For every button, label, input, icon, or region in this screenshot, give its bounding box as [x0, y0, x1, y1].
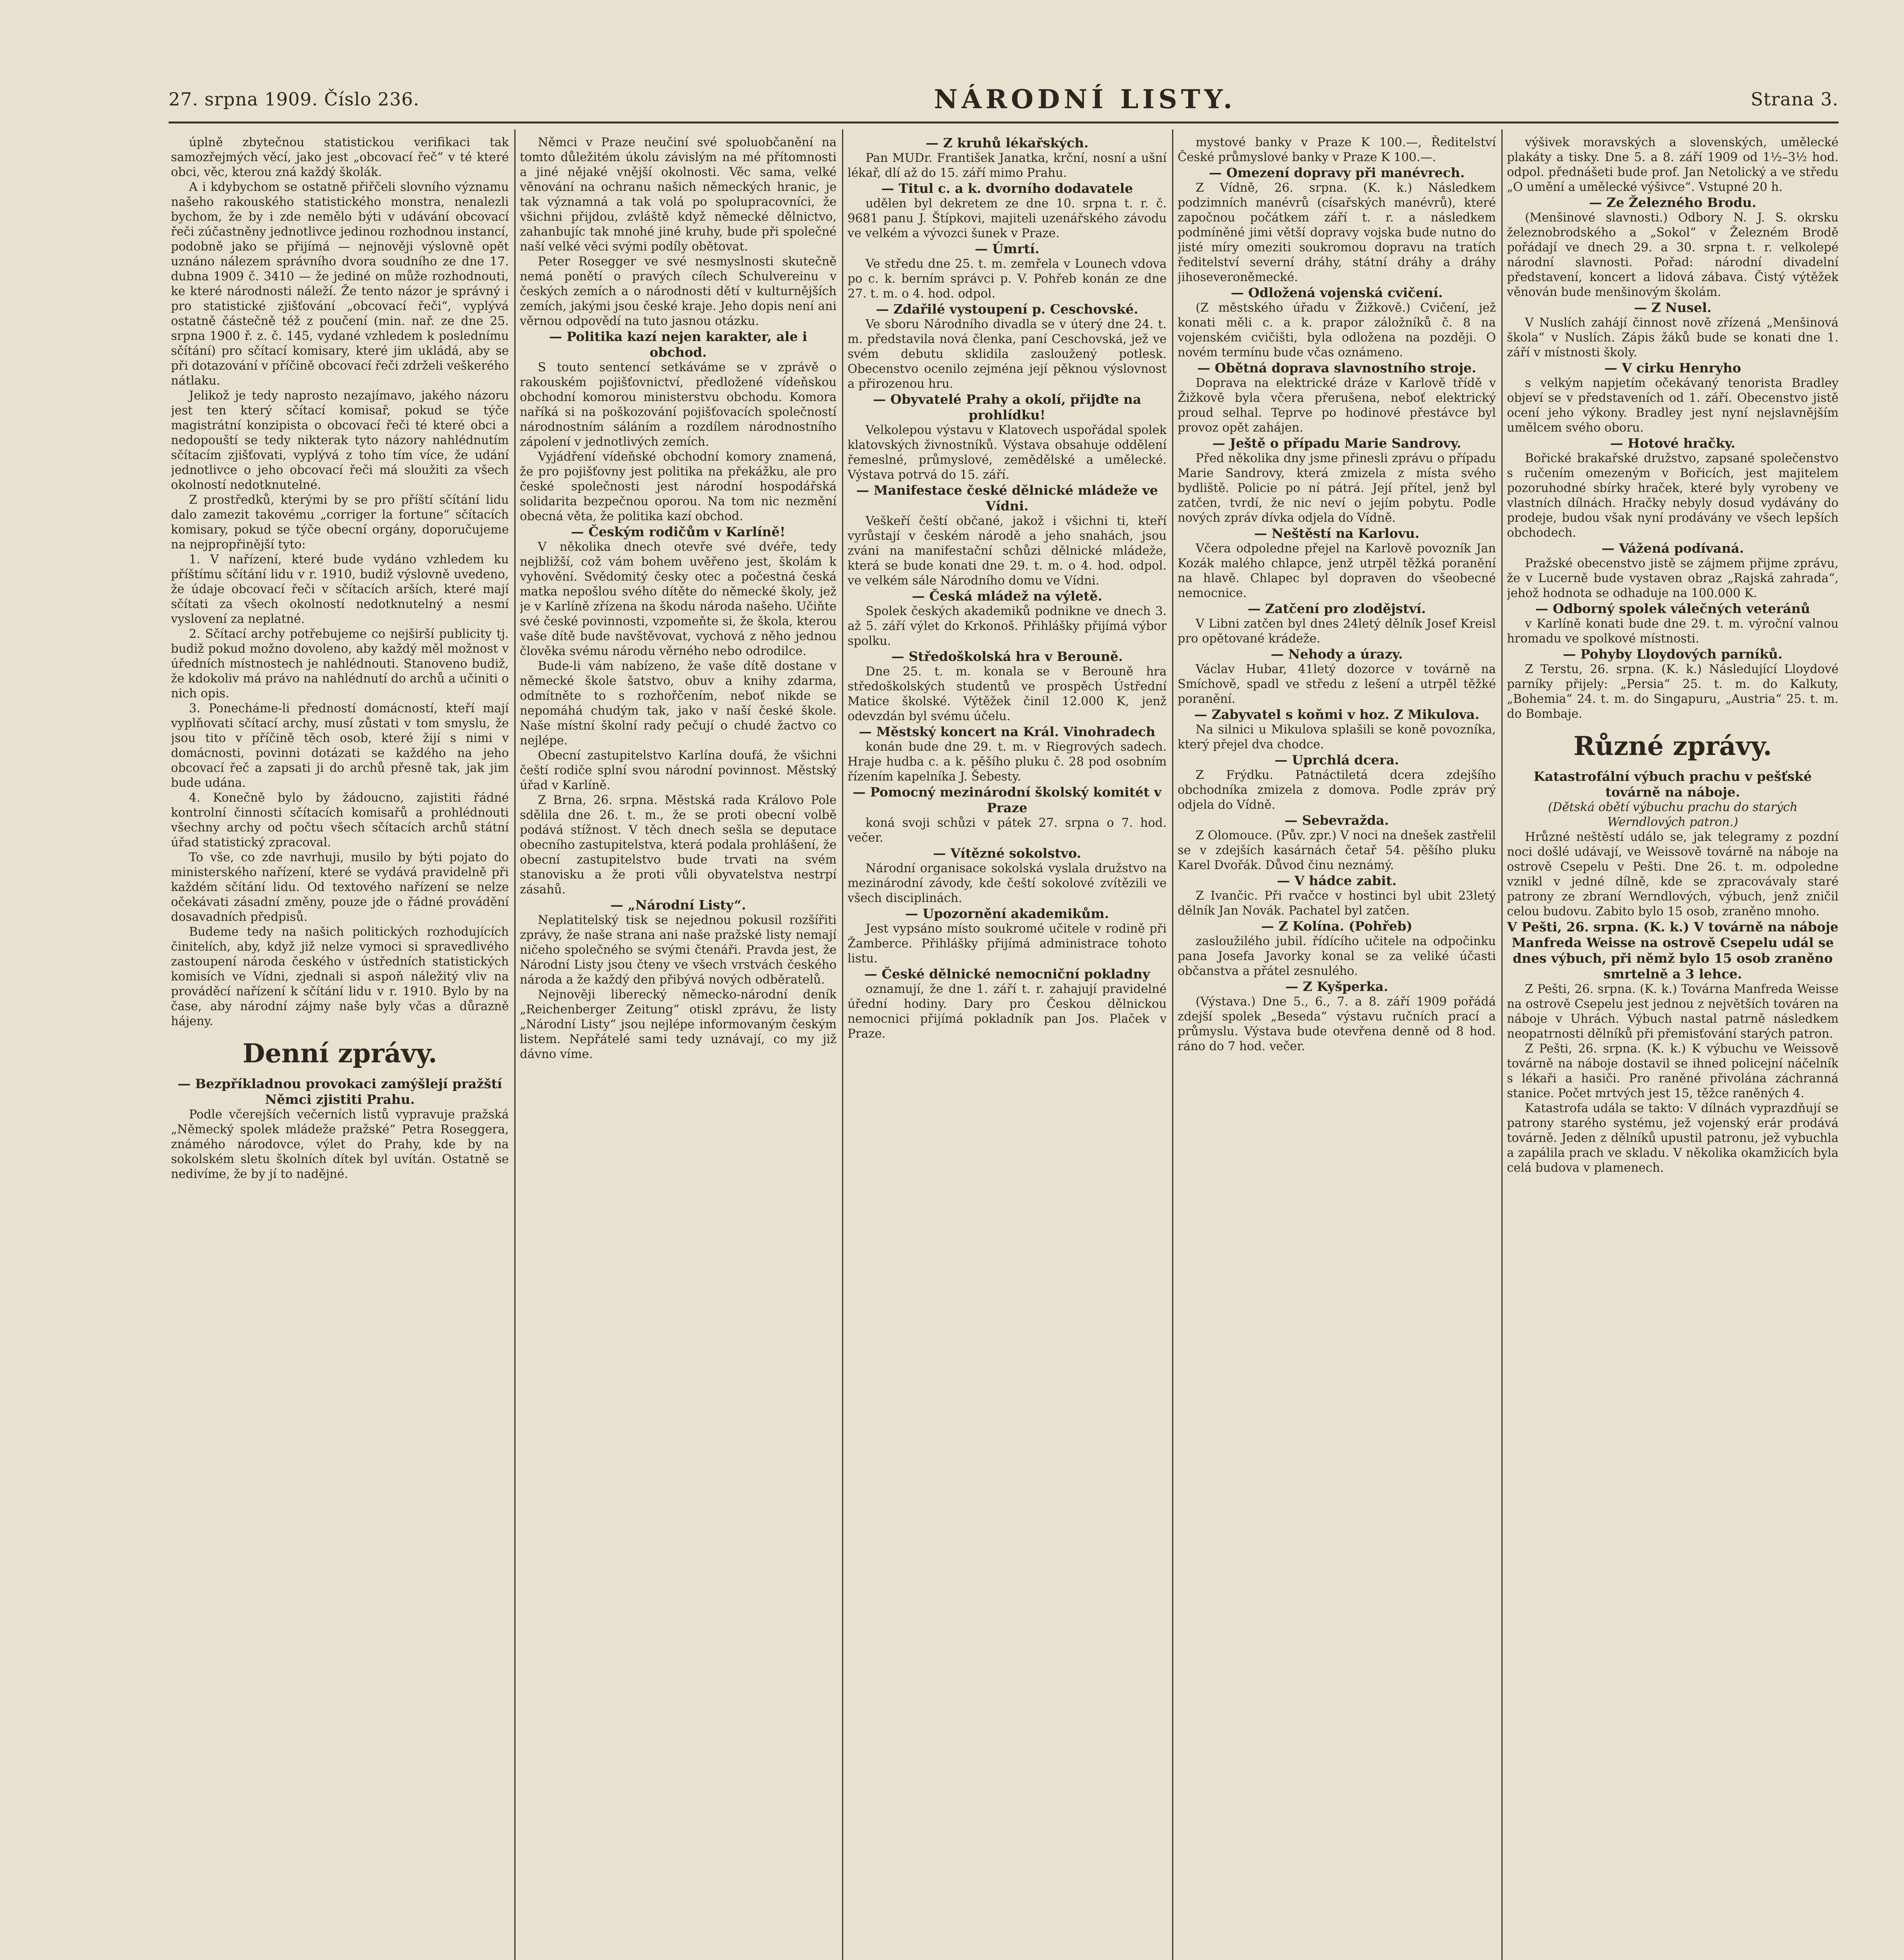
- article-paragraph: Včera odpoledne přejel na Karlově povozník Jan Kozák malého chlapce, jenž utrpěl těžká poranění na hlavě. Chlapec byl dopraven do všeobecné nemocnice.: [1178, 542, 1496, 600]
- article-paragraph: Doprava na elektrické dráze v Karlově třídě v Žižkově byla včera přerušena, neboť elektrický proud selhal. Teprve po hodinové přestávce byl provoz opět zahájen.: [1178, 376, 1496, 435]
- news-headline: — Odborný spolek válečných veteránů: [1535, 601, 1810, 616]
- news-headline: Katastrofální výbuch prachu v pešťské továrně na náboje.: [1534, 769, 1812, 800]
- article-paragraph: Z Frýdku. Patnáctiletá dcera zdejšího obchodníka zmizela z domova. Podle zpráv prý odjela do Vídně.: [1178, 768, 1496, 812]
- article-paragraph: (Výstava.) Dne 5., 6., 7. a 8. září 1909 pořádá zdejší spolek „Beseda“ výstavu ručních prací a průmyslu. Výstava bude otevřena denně od 8 hod. ráno do 7 hod. večer.: [1178, 995, 1496, 1053]
- article-paragraph: Bořické brakařské družstvo, zapsané společenstvo s ručením omezeným v Bořicích, jest majitelem pozoruhodné sbírky hraček, které byly vyrobeny ve vlastních dílnách. Hračky nebyly dosud vydávány do prodeje, budou však nyní prodávány ve všech lepších obchodech.: [1507, 452, 1839, 540]
- article-paragraph: Z Pešti, 26. srpna. (K. k.) K výbuchu ve Weissově továrně na náboje dostavil se ihned policejní náčelník s lékaři a hasiči. Pro raněné přivolána záchranná stanice. Počet mrtvých jest 15, těžce raněných 4.: [1507, 1042, 1839, 1100]
- news-headline: — „Národní Listy“.: [610, 897, 746, 913]
- news-headline: — Titul c. a k. dvorního dodavatele: [881, 181, 1133, 196]
- column-1: [171, 135, 509, 1960]
- column-divider: [1172, 129, 1173, 1960]
- news-headline: V Pešti, 26. srpna. (K. k.) V továrně na náboje Manfreda Weisse na ostrově Csepelu udál se dnes výbuch, při němž bylo 15 osob zraněno smrtelně a 3 lehce.: [1507, 919, 1839, 982]
- article-paragraph: Jelikož je tedy naprosto nezajímavo, jakého názoru jest ten který sčítací komisař, pokud se týče magistrátní konzipista o obcovací řeči té které obci a nedopouští se tedy nikterak tyto názory nahlédnutím sčítacím zjišťovati, vyplývá z toho tím více, že udání jednotlivce o jeho obcovací řeči má sloužiti za všech okolností nedotknutelné.: [171, 389, 509, 492]
- news-headline: — Upozornění akademikům.: [905, 906, 1109, 921]
- article-paragraph: Bude-li vám nabízeno, že vaše dítě dostane v německé škole šatstvo, obuv a knihy zdarma, odmítněte to s rozhořčením, neboť nikde se nepomáhá chudým tak, jako v naší české škole. Naše místní školní rady pečují o chudé žactvo co nejlépe.: [520, 659, 837, 748]
- article-paragraph: Podle včerejších večerních listů vypravuje pražská „Německý spolek mládeže pražské“ Petra Roseggera, známého národovce, výlet do Prahy, kde by na sokolském sletu školních dítek byl uvítán. Ostatně se nedivíme, že by jí to nadějné.: [171, 1108, 509, 1181]
- article-paragraph: výšivek moravských a slovenských, umělecké plakáty a tisky. Dne 5. a 8. září 1909 od 1½–3½ hod. odpol. přednášeti bude prof. Jan Netolický a ve středu „O umění a umělecké výšivce“. Vstupné 20 h.: [1507, 136, 1839, 194]
- article-paragraph: Ve středu dne 25. t. m. zemřela v Lounech vdova po c. k. berním správci p. V. Pohřeb konán ze dne 27. t. m. o 4. hod. odpol.: [848, 257, 1167, 301]
- article-paragraph: Na silnici u Mikulova splašili se koně povozníka, který přejel dva chodce.: [1178, 723, 1496, 751]
- article-paragraph: Nejnověji liberecký německo-národní deník „Reichenberger Zeitung“ otiskl zprávu, že listy „Národní Listy“ jsou nejlépe informovaným českým listem. Nepřátelé sami tedy uznávají, co my již dávno víme.: [520, 988, 837, 1061]
- article-paragraph: v Karlíně konati bude dne 29. t. m. výroční valnou hromadu ve spolkové místnosti.: [1507, 617, 1839, 646]
- article-paragraph: s velkým napjetím očekávaný tenorista Bradley objeví se v představeních od 1. září. Obecenstvo jistě ocení jeho výkony. Bradley jest nyní nejslavnějším umělcem svého oboru.: [1507, 376, 1839, 435]
- section-title: Denní zprávy.: [242, 1038, 437, 1069]
- news-headline: — Politika kazí nejen karakter, ale i obchod.: [549, 329, 808, 360]
- article-paragraph: Z Olomouce. (Pův. zpr.) V noci na dnešek zastřelil se v zdejších kasárnách četař 54. pěšího pluku Karel Dvořák. Důvod činu neznámý.: [1178, 829, 1496, 872]
- article-paragraph: S touto sentencí setkáváme se v zprávě o rakouském pojišťovnictví, předložené vídeňskou obchodní komorou ministerstvu obchodu. Komora naříká si na poškozování pojišťovacích společností národnostním sáláním a rozdílem národnostního zápolení v jednotlivých zemích.: [520, 361, 837, 449]
- article-paragraph: Z Brna, 26. srpna. Městská rada Královo Pole sdělila dne 26. t. m., že se proti obecní volbě podává stížnost. V těch dnech sešla se deputace obecního zastupitelstva, která podala prohlášení, že obecní zastupitelstvo bude trvati na svém stanovisku a že proti vůli obyvatelstva nestrpí zásahů.: [520, 793, 837, 897]
- news-headline: — Českým rodičům v Karlíně!: [571, 524, 786, 539]
- news-headline: — Úmrtí.: [975, 241, 1040, 256]
- column-3: [848, 135, 1167, 1960]
- article-paragraph: 3. Ponecháme-li předností domácností, kteří mají vyplňovati sčítací archy, musí zůstati v tom smyslu, že jsou tito v příčině těch osob, které žijí s nimi v domácnosti, povinni dotázati se každého na jeho obcovací řeč a zapsati ji do archů přesně tak, jak jim bude udána.: [171, 702, 509, 790]
- news-headline: — Z kruhů lékařských.: [926, 135, 1089, 151]
- news-subheadline: (Dětská obětí výbuchu prachu do starých Werndlových patron.): [1548, 800, 1798, 829]
- issue-date: 27. srpna 1909. Číslo 236.: [169, 88, 419, 110]
- news-headline: — Manifestace české dělnické mládeže ve Vídni.: [856, 483, 1158, 514]
- news-headline: — Nehody a úrazy.: [1271, 646, 1403, 662]
- news-headline: — Hotové hračky.: [1610, 436, 1735, 451]
- news-headline: — Uprchlá dcera.: [1274, 752, 1399, 768]
- article-paragraph: oznamují, že dne 1. září t. r. zahajují pravidelné úřední hodiny. Dary pro Českou dělnickou nemocnici přijímá pokladník pan Jos. Plaček v Praze.: [848, 982, 1167, 1041]
- article-paragraph: Z Ivančic. Při rvačce v hostinci byl ubit 23letý dělník Jan Novák. Pachatel byl zatčen.: [1178, 889, 1496, 918]
- column-divider: [842, 129, 843, 1960]
- news-headline: — Česká mládež na výletě.: [912, 588, 1102, 604]
- article-paragraph: Vyjádření vídeňské obchodní komory znamená, že pro pojišťovny jest politika na překážku, ale pro české společnosti jest národní hospodářská solidarita bezpečnou oporou. Na tom nic nezmění obecná věta, že politika kazí obchod.: [520, 450, 837, 523]
- article-paragraph: Peter Rosegger ve své nesmyslnosti skutečně nemá ponětí o pravých cílech Schulvereinu v českých zemích a o národnosti dětí v kulturnějších zemích, jakými jsou české kraje. Jeho dopis není ani věrnou odpovědí na tuto jasnou otázku.: [520, 255, 837, 328]
- article-paragraph: konán bude dne 29. t. m. v Riegrových sadech. Hraje hudba c. a k. pěšího pluku č. 28 pod osobním řízením kapelníka J. Šebesty.: [848, 740, 1167, 784]
- news-headline: — Z Kolína. (Pohřeb): [1261, 918, 1413, 934]
- article-paragraph: V Nuslích zahájí činnost nově zřízená „Menšinová škola“ v Nuslích. Zápis žáků bude se konati dne 1. září v místnosti školy.: [1507, 316, 1839, 359]
- article-paragraph: Pražské obecenstvo jistě se zájmem přijme zprávu, že v Lucerně bude vystaven obraz „Rajská zahrada“, jehož hodnota se odhaduje na 100.000 K.: [1507, 557, 1839, 600]
- article-paragraph: (Menšinové slavnosti.) Odbory N. J. S. okrsku železnobrodského a „Sokol“ v Železném Brodě pořádají ve dnech 29. a 30. srpna t. r. velkolepé národní slavnosti. Pořad: národní divadelní představení, koncert a lidová zábava. Čistý výtěžek věnován bude menšinovým školám.: [1507, 211, 1839, 299]
- section-title: Různé zprávy.: [1573, 731, 1772, 761]
- news-headline: — Zatčení pro zlodějství.: [1247, 601, 1426, 616]
- news-headline: — Vítězné sokolstvo.: [933, 846, 1081, 861]
- article-paragraph: udělen byl dekretem ze dne 10. srpna t. r. č. 9681 panu J. Štípkovi, majiteli uzenářského závodu ve velkém a vývozci šunek v Praze.: [848, 197, 1167, 240]
- news-headline: — České dělnické nemocniční pokladny: [864, 966, 1150, 982]
- article-paragraph: Dne 25. t. m. konala se v Berouně hra středoškolských studentů ve prospěch Ústřední Matice školské. Výtěžek činil 12.000 K, jenž odevzdán byl svému účelu.: [848, 665, 1167, 723]
- news-headline: — Odložená vojenská cvičení.: [1231, 285, 1443, 300]
- article-paragraph: 4. Konečně bylo by žádoucno, zajistiti řádné kontrolní činnosti sčítacích komisařů a prohlédnouti všechny archy od počtu všech sčítacích archů státní úřad statistický zpracoval.: [171, 791, 509, 849]
- article-paragraph: 1. V nařízení, které bude vydáno vzhledem ku příštímu sčítání lidu v r. 1910, budiž výslovně uvedeno, že údaje obcovací řeči v sčítacích arších, které mají sčítati za všech okolností nedotknutelný a nesmí vyslovení za neplatné.: [171, 553, 509, 626]
- news-headline: — Pomocný mezinárodní školský komitét v Praze: [853, 784, 1162, 815]
- news-headline: — Obyvatelé Prahy a okolí, přijďte na prohlídku!: [873, 392, 1142, 423]
- news-headline: — Městský koncert na Král. Vinohradech: [859, 724, 1156, 739]
- article-paragraph: Z Pešti, 26. srpna. (K. k.) Továrna Manfreda Weisse na ostrově Csepelu jest jednou z největších továren na náboje v Uhrách. Výbuch nastal patrně následkem neopatrnosti dělníků při přemisťování starých patron.: [1507, 982, 1839, 1041]
- article-paragraph: Václav Hubar, 41letý dozorce v továrně na Smíchově, spadl ve středu z lešení a utrpěl těžké poranění.: [1178, 662, 1496, 706]
- article-paragraph: zasloužilého jubil. řídícího učitele na odpočinku pana Josefa Javorky konal se za veliké účasti občanstva a přátel zesnulého.: [1178, 935, 1496, 978]
- article-paragraph: Obecní zastupitelstvo Karlína doufá, že všichni čeští rodiče splní svou národní povinnost. Městský úřad v Karlíně.: [520, 749, 837, 792]
- article-paragraph: Z prostředků, kterými by se pro příští sčítání lidu dalo zamezit takovému „corriger la fortune“ sčítacích komisary, pokud se týče obecní orgány, doporučujeme na nejpropřinější tyto:: [171, 493, 509, 552]
- article-paragraph: Národní organisace sokolská vyslala družstvo na mezinárodní závody, kde čeští sokolové zvítězili ve všech disciplinách.: [848, 862, 1167, 905]
- article-paragraph: V Libni zatčen byl dnes 24letý dělník Josef Kreisl pro opětované krádeže.: [1178, 617, 1496, 646]
- article-paragraph: Hrůzné neštěstí událo se, jak telegramy z pozdní noci došlé udávají, ve Weissově továrně na náboje na ostrově Csepelu v Pešti. Dne 26. t. m. odpoledne vznikl v jedné dílně, kde se zpracovávaly staré patrony ze zbraní Werndlových, výbuch, jenž zničil celou budovu. Zabito bylo 15 osob, zraněno mnoho.: [1507, 830, 1839, 918]
- article-paragraph: Z Vídně, 26. srpna. (K. k.) Následkem podzimních manévrů (císařských manévrů), které započnou počátkem září t. r. a následkem podmíněné jimi větší dopravy vojska bude nutno do jisté míry omeziti soukromou dopravu na tratích ředitelství severní dráhy, státní dráhy a dráhy jihoseveroněmecké.: [1178, 181, 1496, 284]
- column-divider: [1501, 129, 1503, 1960]
- article-paragraph: 2. Sčítací archy potřebujeme co nejširší publicity tj. budiž pokud možno dovoleno, aby každý měl možnost v úředních místnostech je nahlédnouti. Stanoveno budiž, že kdokoliv má právo na nahlédnutí do archů a učiniti o nich opis.: [171, 627, 509, 701]
- header-rule: [169, 122, 1839, 123]
- article-paragraph: Budeme tedy na našich politických rozhodujících činitelích, aby, když již nelze vymoci si spravedlivého zastoupení národa českého v ústředních statistických komisích ve Vídni, zjednali si aspoň náležitý vliv na prováděcí nařízení k sčítání lidu v r. 1910. Bylo by na čase, aby národní zájmy naše byly včas a důrazně hájeny.: [171, 925, 509, 1028]
- article-paragraph: mystové banky v Praze K 100.—, Ředitelství České průmyslové banky v Praze K 100.—.: [1178, 136, 1496, 164]
- article-paragraph: A i kdybychom se ostatně přiřčeli slovního významu našeho rakouského statistického monstra, nenalezli bychom, že by i zde nemělo býti v udávání obcovací řeči zúčastněny jednotlivce jedinou rozhodnou instancí, podobně jako se přijímá — nejnověji výslovně opět uznáno nálezem správního dvora soudního ze dne 17. dubna 1909 č. 3410 — že jediné on může rozhodnouti, ke které národnosti náleží. Že tento názor je správný i pro statistické zjišťování „obcovací řeči“, vyplývá ostatně částečně též z poučení (min. nař. ze dne 25. srpna 1900 ř. z. č. 145, vydané vzhledem k poslednímu sčítání) pro sčítací komisary, které jim ukládá, aby se při dotazování v příčině obcovací řeči zdrželi veškerého nátlaku.: [171, 180, 509, 388]
- news-headline: — Bezpříkladnou provokaci zamýšlejí pražští Němci zjistiti Prahu.: [178, 1076, 502, 1107]
- article-paragraph: Pan MUDr. František Janatka, krční, nosní a ušní lékař, dlí až do 15. září mimo Prahu.: [848, 151, 1167, 180]
- news-headline: — V hádce zabit.: [1277, 873, 1397, 888]
- article-paragraph: Před několika dny jsme přinesli zprávu o případu Marie Sandrovy, která zmizela z místa svého bydliště. Policie po ní pátrá. Její přítel, jenž byl zatčen, tvrdí, že nic neví o jejím pobytu. Podle nových zpráv dívka odjela do Vídně.: [1178, 452, 1496, 525]
- article-paragraph: koná svoji schůzi v pátek 27. srpna o 7. hod. večer.: [848, 816, 1167, 845]
- article-paragraph: Veškeří čeští občané, jakož i všichni ti, kteří vyrůstají v českém národě a jeho snahách, jsou zváni na manifestační schůzi dělnické mládeže, která se bude konati dne 29. t. m. o 4. hod. odpol. ve velkém sále Národního domu ve Vídni.: [848, 514, 1167, 588]
- article-paragraph: Z Terstu, 26. srpna. (K. k.) Následující Lloydové parníky přijely: „Persia“ 25. t. m. do Kalkuty, „Bohemia“ 24. t. m. do Singapuru, „Austria“ 25. t. m. do Bombaje.: [1507, 662, 1839, 721]
- news-headline: — Středoškolská hra v Berouně.: [891, 649, 1123, 664]
- news-headline: — Pohyby Lloydových parníků.: [1563, 646, 1782, 662]
- news-headline: — Z Nusel.: [1634, 300, 1712, 315]
- news-headline: — Omezení dopravy při manévrech.: [1209, 165, 1465, 180]
- news-headline: — Obětná doprava slavnostního stroje.: [1197, 360, 1476, 376]
- article-paragraph: Velkolepou výstavu v Klatovech uspořádal spolek klatovských živnostníků. Výstava obsahuje oddělení řemeslné, průmyslové, zemědělské a umělecké. Výstava potrvá do 15. září.: [848, 423, 1167, 482]
- article-paragraph: To vše, co zde navrhuji, musilo by býti pojato do ministerského nařízení, které se vydává pravidelně při každém sčítání lidu. Od textového nařízení se nelze očekávati zásadní změny, pouze jde o řádné provádění dosavadních předpisů.: [171, 851, 509, 924]
- article-paragraph: Spolek českých akademiků podnikne ve dnech 3. až 5. září výlet do Krkonoš. Přihlášky přijímá výbor spolku.: [848, 604, 1167, 648]
- news-headline: — Ze Železného Brodu.: [1589, 195, 1757, 210]
- masthead-title: NÁRODNÍ LISTY.: [934, 83, 1236, 114]
- news-headline: — Ještě o případu Marie Sandrovy.: [1212, 436, 1461, 451]
- news-headline: — Zabyvatel s koňmi v hoz. Z Mikulova.: [1194, 707, 1479, 722]
- news-headline: — Z Kyšperka.: [1285, 979, 1389, 994]
- article-paragraph: (Z městského úřadu v Žižkově.) Cvičení, jež konati měli c. a k. prapor záložníků č. 8 na vojenském cvičišti, byla odložena na později. O novém termínu bude včas oznámeno.: [1178, 301, 1496, 359]
- news-headline: — Vážená podívaná.: [1601, 541, 1744, 556]
- column-divider: [514, 129, 515, 1960]
- article-paragraph: Ve sboru Národního divadla se v úterý dne 24. t. m. představila nová členka, paní Ceschovská, jež ve svém debutu sklidila zasloužený potlesk. Obecenstvo ocenilo zejména její pěknou výslovnost a přirozenou hru.: [848, 318, 1167, 391]
- page-header: [169, 76, 1839, 122]
- article-paragraph: úplně zbytečnou statistickou verifikaci tak samozřejmých věcí, jako jest „obcovací řeč“ v té které obci, věc, kterou zná každý školák.: [171, 136, 509, 179]
- column-4: [1178, 135, 1496, 1960]
- column-5: [1507, 135, 1839, 1960]
- news-headline: — Sebevražda.: [1284, 813, 1389, 828]
- article-paragraph: Katastrofa udála se takto: V dílnách vyprazdňují se patrony starého systému, jež vojenský erár prodává továrně. Jeden z dělníků upustil patronu, jež vybuchla a zapálila prach ve skladu. V několika okamžicích byla celá budova v plamenech.: [1507, 1102, 1839, 1175]
- article-paragraph: Němci v Praze neučiní své spoluobčanění na tomto důležitém úkolu závislým na mé přítomnosti a jiné nějaké vnější okolnosti. Věc sama, velké věnování na ochranu našich německých hranic, je tak významná a tak volá po spolupracovníci, že všichni přijdou, zvláště když německé dělnictvo, zahanbujíc tak mnohé jiné kruhy, bude při společné naší velké věci svými podíly obětovat.: [520, 136, 837, 254]
- column-2: [520, 135, 837, 1960]
- article-paragraph: Neplatitelský tisk se nejednou pokusil rozšířiti zprávy, že naše strana ani naše pražské listy nemají ničeho společného se svými čtenáři. Pravda jest, že Národní Listy jsou čteny ve všech vrstvách českého národa a že každý den přibývá nových odběratelů.: [520, 913, 837, 987]
- article-paragraph: Jest vypsáno místo soukromé učitele v rodině při Žamberce. Přihlášky přijímá administrace tohoto listu.: [848, 922, 1167, 965]
- news-headline: — V cirku Henryho: [1604, 360, 1741, 376]
- page-number: Strana 3.: [1751, 88, 1839, 110]
- news-headline: — Neštěstí na Karlovu.: [1254, 526, 1419, 541]
- article-paragraph: V několika dnech otevře své dvéře, tedy nejbližší, což vám bohem uvěřeno jest, školám k vyhovění. Svědomitý česky otec a počestná česká matka nepošlou svého dítěte do německé školy, jež je v Karlíně zřízena na škodu národa našeho. Učiňte své české povinnosti, vzpomeňte si, že škola, kterou vaše dítě bude navštěvovat, vychová z něho jednou člověka svému národu věrného nebo odrodilce.: [520, 540, 837, 658]
- news-headline: — Zdařilé vystoupení p. Ceschovské.: [876, 301, 1138, 317]
